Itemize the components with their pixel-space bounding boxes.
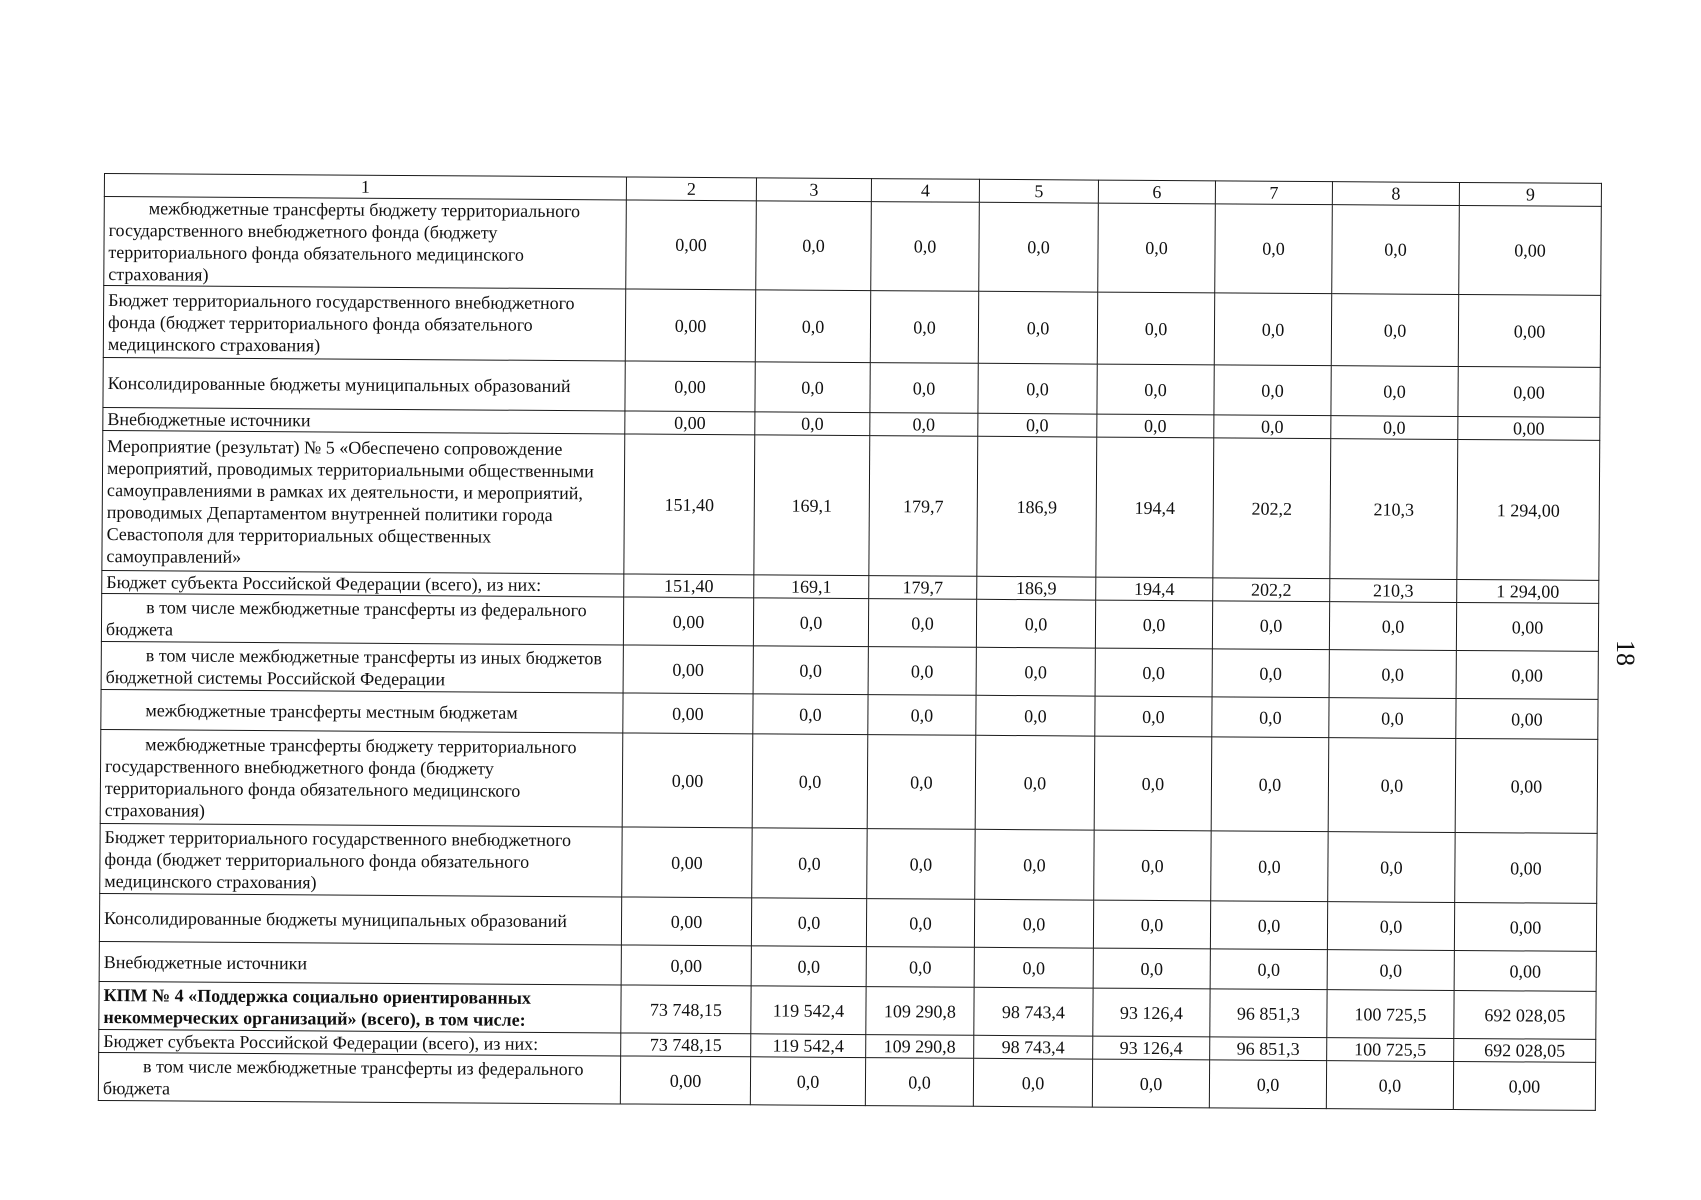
cell-value: 0,0 — [865, 1058, 973, 1107]
cell-value: 0,0 — [755, 290, 870, 363]
table-row — [100, 729, 1598, 833]
cell-value: 0,0 — [978, 291, 1097, 364]
row-label: Консолидированные бюджеты муниципальных образований — [103, 357, 625, 410]
cell-value: 151,40 — [624, 574, 754, 598]
cell-value: 0,0 — [1328, 832, 1455, 903]
cell-value: 0,0 — [870, 363, 978, 414]
cell-value: 0,00 — [623, 645, 753, 694]
cell-value: 0,0 — [1209, 1060, 1326, 1109]
column-header-9: 9 — [1459, 182, 1601, 206]
cell-value: 0,0 — [756, 201, 872, 291]
cell-value: 0,00 — [1458, 366, 1600, 417]
cell-value: 93 126,4 — [1093, 1036, 1210, 1060]
cell-value: 0,00 — [1453, 1061, 1595, 1110]
cell-value: 0,00 — [625, 411, 755, 435]
cell-value: 0,0 — [1093, 900, 1210, 949]
cell-value: 0,0 — [1092, 1059, 1209, 1108]
cell-value: 0,00 — [623, 597, 753, 646]
row-label: КПМ № 4 «Поддержка социально ориентированных некоммерческих организаций» (всего), в том числе: — [99, 981, 621, 1032]
row-label: Бюджет территориального государственного внебюджетного фонда (бюджет территориального фонда обязательного медицинского страхования) — [103, 286, 625, 361]
cell-value: 0,0 — [975, 829, 1094, 900]
cell-value: 0,0 — [1212, 601, 1329, 650]
cell-value: 0,00 — [625, 289, 755, 362]
column-header-5: 5 — [979, 179, 1098, 203]
cell-value: 0,0 — [1095, 600, 1212, 649]
cell-value: 96 851,3 — [1210, 989, 1327, 1038]
column-header-4: 4 — [871, 179, 979, 203]
cell-value: 0,0 — [755, 362, 870, 413]
cell-value: 0,0 — [1211, 831, 1328, 902]
cell-value: 0,0 — [975, 735, 1095, 830]
cell-value: 0,0 — [1332, 205, 1460, 295]
cell-value: 0,0 — [1094, 830, 1211, 901]
page-number: 18 — [1611, 640, 1640, 666]
cell-value: 0,0 — [1328, 738, 1456, 833]
cell-value: 0,00 — [623, 693, 753, 734]
cell-value: 179,7 — [869, 576, 977, 600]
cell-value: 0,0 — [979, 202, 1099, 292]
cell-value: 1 294,00 — [1457, 579, 1599, 603]
cell-value: 0,00 — [625, 361, 755, 412]
column-header-8: 8 — [1332, 182, 1459, 206]
cell-value: 0,00 — [1455, 832, 1597, 903]
cell-value: 0,0 — [866, 899, 974, 948]
cell-value: 186,9 — [977, 436, 1097, 577]
cell-value: 119 542,4 — [751, 1034, 866, 1058]
cell-value: 0,0 — [1098, 203, 1216, 293]
cell-value: 0,0 — [752, 734, 868, 829]
cell-value: 0,0 — [1097, 292, 1214, 365]
cell-value: 0,0 — [974, 947, 1093, 988]
row-label: Бюджет субъекта Российской Федерации (всего), из них: — [102, 570, 624, 596]
cell-value: 0,0 — [868, 599, 976, 648]
row-label: Бюджет субъекта Российской Федерации (всего), из них: — [99, 1029, 621, 1055]
cell-value: 0,0 — [1329, 602, 1456, 651]
cell-value: 0,0 — [1095, 648, 1212, 697]
cell-value: 0,0 — [978, 363, 1097, 414]
row-label: межбюджетные трансферты бюджету территориального государственного внебюджетного фонда (бюджету территориального фонда обязательного медицинского страхования) — [100, 729, 623, 826]
cell-value: 0,00 — [620, 1056, 750, 1105]
cell-value: 100 725,5 — [1327, 990, 1454, 1039]
cell-value: 0,0 — [1210, 901, 1327, 950]
cell-value: 109 290,8 — [866, 1035, 974, 1059]
cell-value: 0,00 — [1454, 950, 1596, 991]
table-row — [98, 1052, 1595, 1110]
cell-value: 119 542,4 — [751, 986, 866, 1035]
cell-value: 0,00 — [1454, 902, 1596, 951]
cell-value: 0,0 — [976, 647, 1095, 696]
row-label: Мероприятие (результат) № 5 «Обеспечено сопровождение мероприятий, проводимых территориальными общественными самоуправлениями в рамках их деятельности, и мероприятий, проводимых Департаментом внутренней политики города Севастополя для территориальных общественных самоуправлений» — [102, 430, 625, 573]
cell-value: 100 725,5 — [1327, 1038, 1454, 1062]
row-label: Внебюджетные источники — [103, 407, 625, 433]
cell-value: 0,0 — [1097, 414, 1214, 438]
cell-value: 0,0 — [871, 202, 980, 292]
cell-value: 210,3 — [1330, 439, 1458, 580]
cell-value: 692 028,05 — [1454, 990, 1596, 1039]
cell-value: 0,0 — [755, 412, 870, 436]
row-label: межбюджетные трансферты бюджету территориального государственного внебюджетного фонда (бюджету территориального фонда обязательного медицинского страхования) — [104, 197, 627, 289]
cell-value: 1 294,00 — [1457, 439, 1600, 580]
cell-value: 0,0 — [973, 1058, 1092, 1107]
table-row — [103, 286, 1600, 368]
column-header-7: 7 — [1215, 181, 1332, 205]
cell-value: 0,0 — [752, 828, 867, 899]
cell-value: 0,0 — [753, 694, 868, 735]
cell-value: 0,0 — [866, 947, 974, 988]
cell-value: 202,2 — [1213, 438, 1331, 579]
cell-value: 0,0 — [1326, 1061, 1453, 1110]
cell-value: 73 748,15 — [621, 985, 751, 1034]
cell-value: 0,0 — [753, 646, 868, 695]
row-label: Внебюджетные источники — [99, 941, 621, 984]
cell-value: 0,0 — [1214, 365, 1331, 416]
cell-value: 0,0 — [1211, 737, 1329, 832]
cell-value: 0,0 — [1327, 950, 1454, 991]
cell-value: 0,00 — [621, 945, 751, 986]
cell-value: 0,0 — [1329, 698, 1456, 739]
cell-value: 194,4 — [1096, 577, 1213, 601]
row-label: Бюджет территориального государственного внебюджетного фонда (бюджет территориального фонда обязательного медицинского страхования) — [100, 823, 622, 896]
cell-value: 98 743,4 — [974, 987, 1093, 1036]
cell-value: 0,0 — [1331, 366, 1458, 417]
cell-value: 0,00 — [1459, 205, 1602, 295]
cell-value: 0,0 — [974, 899, 1093, 948]
cell-value: 0,0 — [1097, 364, 1214, 415]
cell-value: 0,0 — [868, 647, 976, 696]
cell-value: 0,0 — [751, 898, 866, 947]
cell-value: 0,0 — [750, 1057, 865, 1106]
cell-value: 151,40 — [624, 434, 755, 575]
cell-value: 0,00 — [621, 897, 751, 946]
cell-value: 98 743,4 — [974, 1035, 1093, 1059]
cell-value: 0,00 — [1455, 738, 1598, 833]
cell-value: 0,00 — [1458, 294, 1600, 367]
cell-value: 169,1 — [754, 435, 870, 576]
cell-value: 0,0 — [867, 829, 975, 900]
cell-value: 0,0 — [870, 291, 978, 364]
cell-value: 0,00 — [1458, 416, 1600, 440]
cell-value: 0,0 — [1095, 696, 1212, 737]
column-header-3: 3 — [756, 178, 871, 202]
cell-value: 0,0 — [1215, 204, 1333, 294]
cell-value: 0,0 — [1331, 294, 1458, 367]
cell-value: 0,0 — [870, 413, 978, 437]
column-header-1: 1 — [104, 174, 626, 200]
column-header-2: 2 — [626, 177, 756, 201]
cell-value: 0,0 — [868, 695, 976, 736]
budget-table — [98, 173, 1602, 1111]
cell-value: 692 028,05 — [1454, 1038, 1596, 1062]
cell-value: 0,00 — [622, 827, 752, 898]
cell-value: 73 748,15 — [621, 1033, 751, 1057]
cell-value: 93 126,4 — [1093, 988, 1210, 1037]
cell-value: 202,2 — [1213, 578, 1330, 602]
cell-value: 0,0 — [1212, 697, 1329, 738]
table-row — [102, 430, 1600, 580]
row-label: Консолидированные бюджеты муниципальных образований — [99, 893, 621, 944]
table-body — [98, 197, 1601, 1111]
cell-value: 0,0 — [976, 695, 1095, 736]
cell-value: 0,0 — [978, 413, 1097, 437]
cell-value: 0,0 — [1212, 649, 1329, 698]
table-row — [100, 823, 1597, 903]
cell-value: 0,0 — [751, 946, 866, 987]
cell-value: 169,1 — [754, 575, 869, 599]
cell-value: 186,9 — [977, 576, 1096, 600]
cell-value: 0,0 — [867, 735, 976, 830]
cell-value: 194,4 — [1096, 437, 1214, 578]
cell-value: 109 290,8 — [866, 987, 974, 1036]
row-label: в том числе межбюджетные трансферты из федерального бюджета — [98, 1052, 620, 1103]
cell-value: 0,0 — [976, 599, 1095, 648]
column-header-6: 6 — [1098, 180, 1215, 204]
cell-value: 0,0 — [1210, 949, 1327, 990]
cell-value: 0,0 — [1327, 902, 1454, 951]
cell-value: 0,00 — [1456, 602, 1598, 651]
cell-value: 0,0 — [1214, 293, 1331, 366]
cell-value: 0,0 — [1214, 415, 1331, 439]
row-label: межбюджетные трансферты местным бюджетам — [101, 689, 623, 732]
table-row — [104, 197, 1602, 296]
row-label: в том числе межбюджетные трансферты из иных бюджетов бюджетной системы Российской Федерации — [101, 641, 623, 692]
cell-value: 0,00 — [1456, 650, 1598, 699]
cell-value: 179,7 — [869, 436, 978, 577]
cell-value: 210,3 — [1330, 579, 1457, 603]
cell-value: 0,0 — [1331, 416, 1458, 440]
cell-value: 96 851,3 — [1210, 1037, 1327, 1061]
cell-value: 0,0 — [1093, 948, 1210, 989]
cell-value: 0,00 — [626, 200, 757, 290]
cell-value: 0,00 — [622, 733, 753, 828]
cell-value: 0,0 — [1094, 736, 1212, 831]
cell-value: 0,00 — [1456, 698, 1598, 739]
row-label: в том числе межбюджетные трансферты из федерального бюджета — [101, 593, 623, 644]
cell-value: 0,0 — [1329, 650, 1456, 699]
cell-value: 0,0 — [753, 598, 868, 647]
